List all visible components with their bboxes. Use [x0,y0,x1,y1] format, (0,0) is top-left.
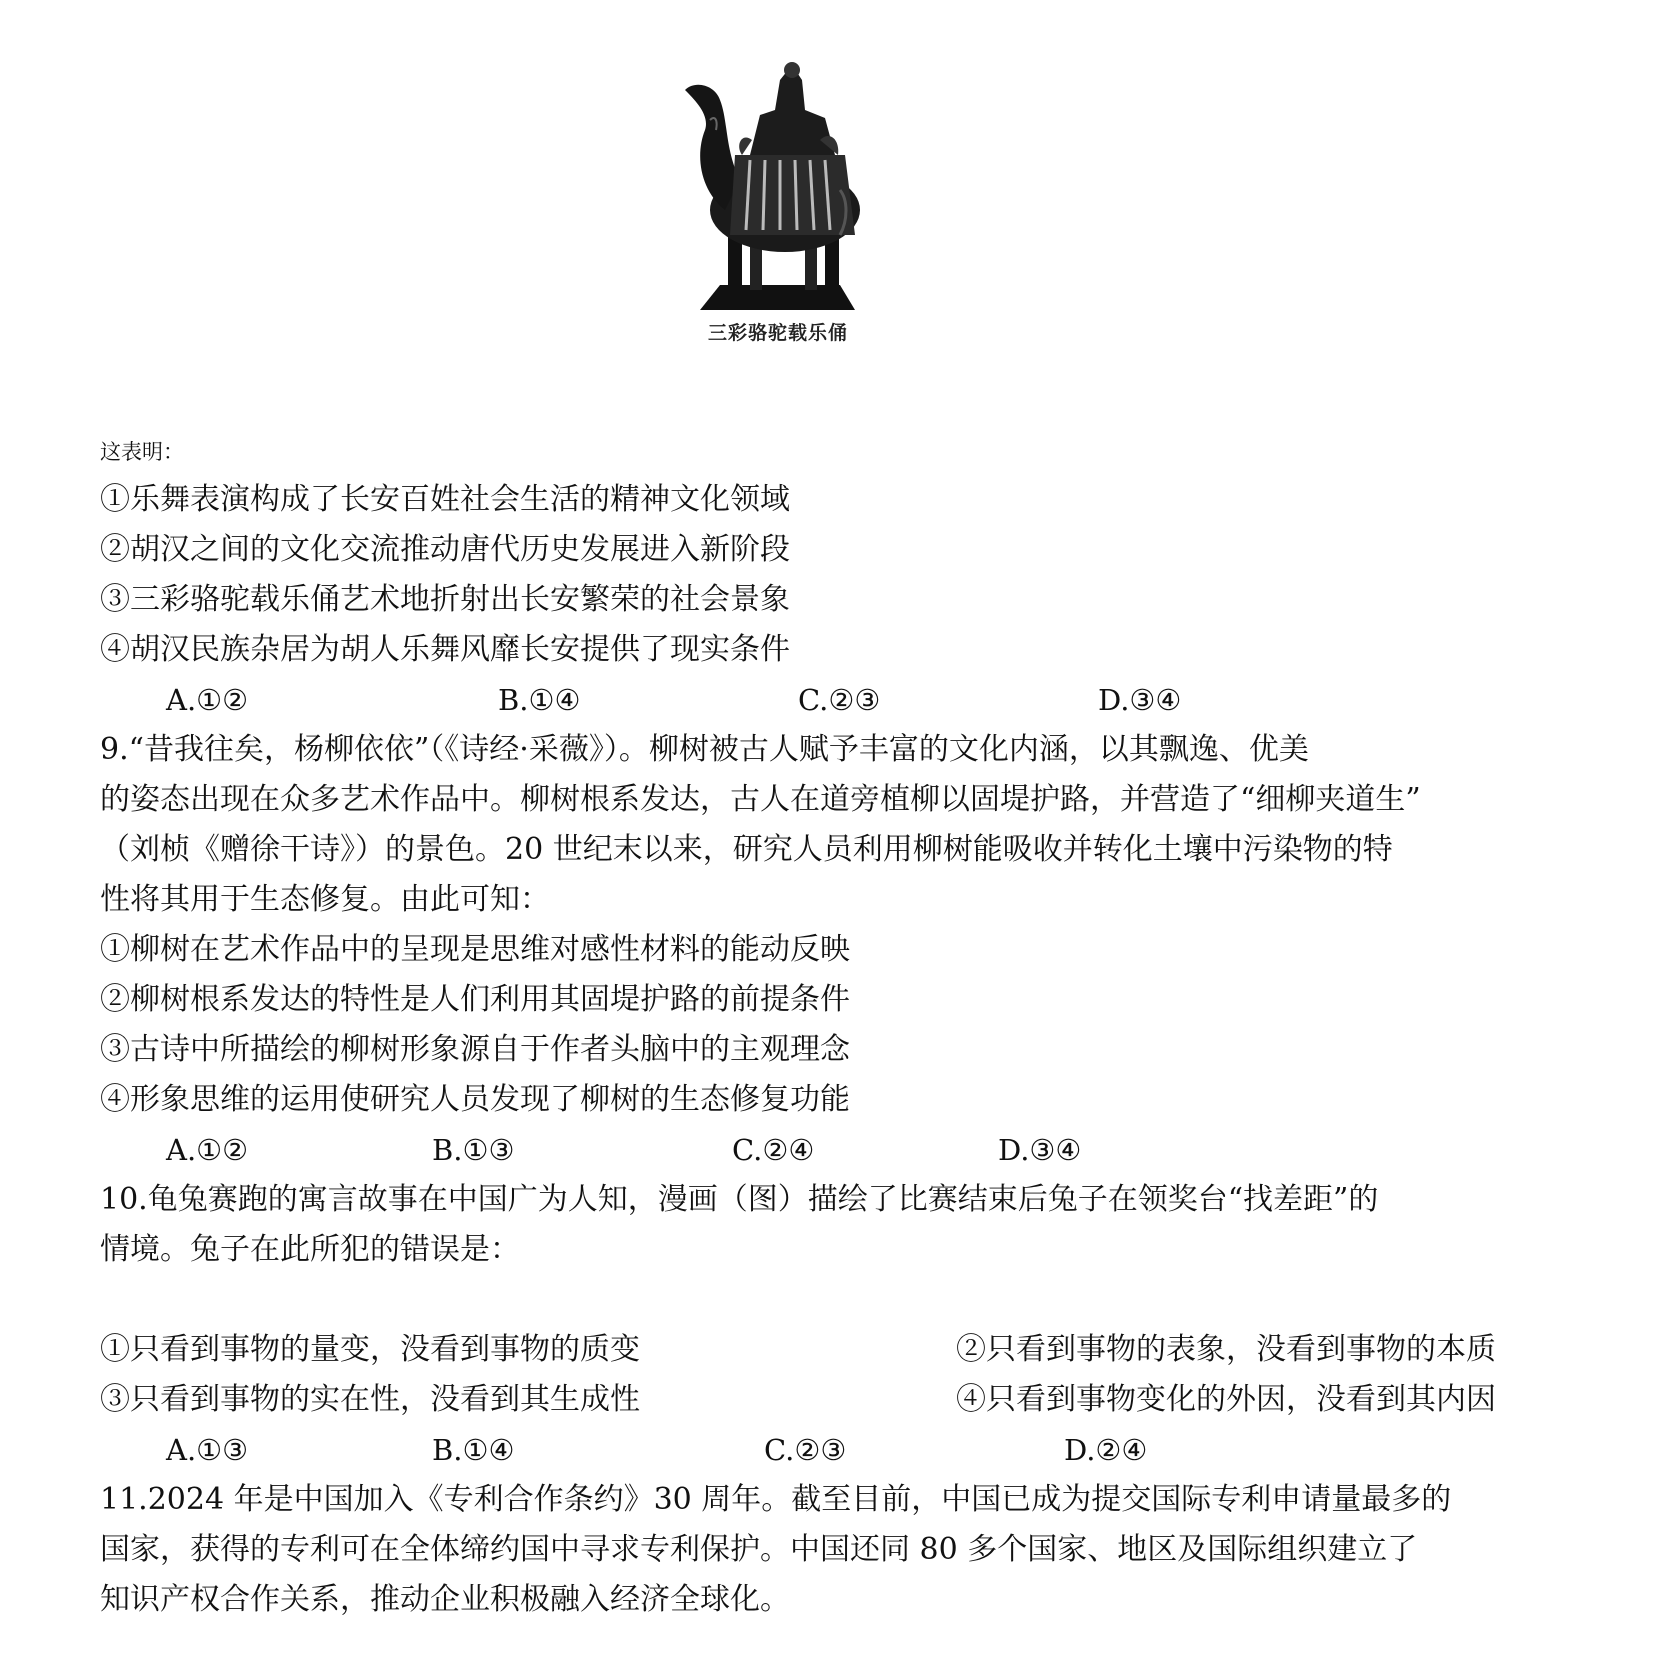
q9-item-2: ②柳树根系发达的特性是人们利用其固堤护路的前提条件 [100,982,850,1017]
q11-stem-line-2: 国家，获得的专利可在全体缔约国中寻求专利保护。中国还同 80 多个国家、地区及国际组织建立了 [100,1532,1418,1567]
q8-options [100,680,1550,720]
q9-item-1: ①柳树在艺术作品中的呈现是思维对感性材料的能动反映 [100,932,850,967]
q9-stem-line-2: 的姿态出现在众多艺术作品中。柳树根系发达，古人在道旁植柳以固堤护路，并营造了“细柳夹道生” [100,782,1421,817]
q8-option-b[interactable]: B.①④ [498,683,581,717]
q9-stem-line-1: 9.“昔我往矣，杨柳依依”（《诗经·采薇》）。柳树被古人赋予丰富的文化内涵，以其飘逸、优美 [100,732,1309,767]
q10-item-2: ②只看到事物的表象，没看到事物的本质 [956,1332,1496,1367]
q10-stem-line-2: 情境。兔子在此所犯的错误是： [100,1232,520,1267]
q10-item-1: ①只看到事物的量变，没看到事物的质变 [100,1332,640,1367]
q9-stem-line-4: 性将其用于生态修复。由此可知： [100,882,550,917]
q8-option-c[interactable]: C.②③ [798,683,881,717]
q9-option-b[interactable]: B.①③ [432,1133,515,1167]
q10-item-4: ④只看到事物变化的外因，没看到其内因 [956,1382,1496,1417]
q11-stem-line-1: 11.2024 年是中国加入《专利合作条约》30 周年。截至目前，中国已成为提交国际专利申请量最多的 [100,1482,1452,1517]
q10-options [100,1430,1550,1470]
figure-caption: 三彩骆驼载乐俑 [707,322,848,344]
q10-option-a[interactable]: A.①③ [166,1433,249,1467]
q8-item-3: ③三彩骆驼载乐俑艺术地折射出长安繁荣的社会景象 [100,582,790,617]
q8-item-4: ④胡汉民族杂居为胡人乐舞风靡长安提供了现实条件 [100,632,790,667]
q9-stem-line-3: （刘桢《赠徐干诗》）的景色。20 世纪末以来，研究人员利用柳树能吸收并转化土壤中污染物的特 [100,832,1393,867]
camel-figurine-image [680,60,880,360]
q11-stem-line-3: 知识产权合作关系，推动企业积极融入经济全球化。 [100,1582,790,1617]
q8-option-d[interactable]: D.③④ [1098,683,1182,717]
q8-item-2: ②胡汉之间的文化交流推动唐代历史发展进入新阶段 [100,532,790,567]
q10-item-3: ③只看到事物的实在性，没看到其生成性 [100,1382,640,1417]
q10-option-b[interactable]: B.①④ [432,1433,515,1467]
q9-item-3: ③古诗中所描绘的柳树形象源自于作者头脑中的主观理念 [100,1032,850,1067]
q10-option-d[interactable]: D.②④ [1064,1433,1148,1467]
q8-lead: 这表明： [100,440,184,464]
q8-item-1: ①乐舞表演构成了长安百姓社会生活的精神文化领域 [100,482,790,517]
q10-stem-line-1: 10.龟兔赛跑的寓言故事在中国广为人知，漫画（图）描绘了比赛结束后兔子在领奖台“找差距”的 [100,1182,1379,1217]
camel-figurine-drawing [680,60,880,320]
q8-option-a[interactable]: A.①② [166,683,249,717]
q9-item-4: ④形象思维的运用使研究人员发现了柳树的生态修复功能 [100,1082,850,1117]
q9-option-d[interactable]: D.③④ [998,1133,1082,1167]
q9-option-c[interactable]: C.②④ [732,1133,815,1167]
q10-option-c[interactable]: C.②③ [764,1433,847,1467]
q9-options [100,1130,1550,1170]
q9-option-a[interactable]: A.①② [166,1133,249,1167]
